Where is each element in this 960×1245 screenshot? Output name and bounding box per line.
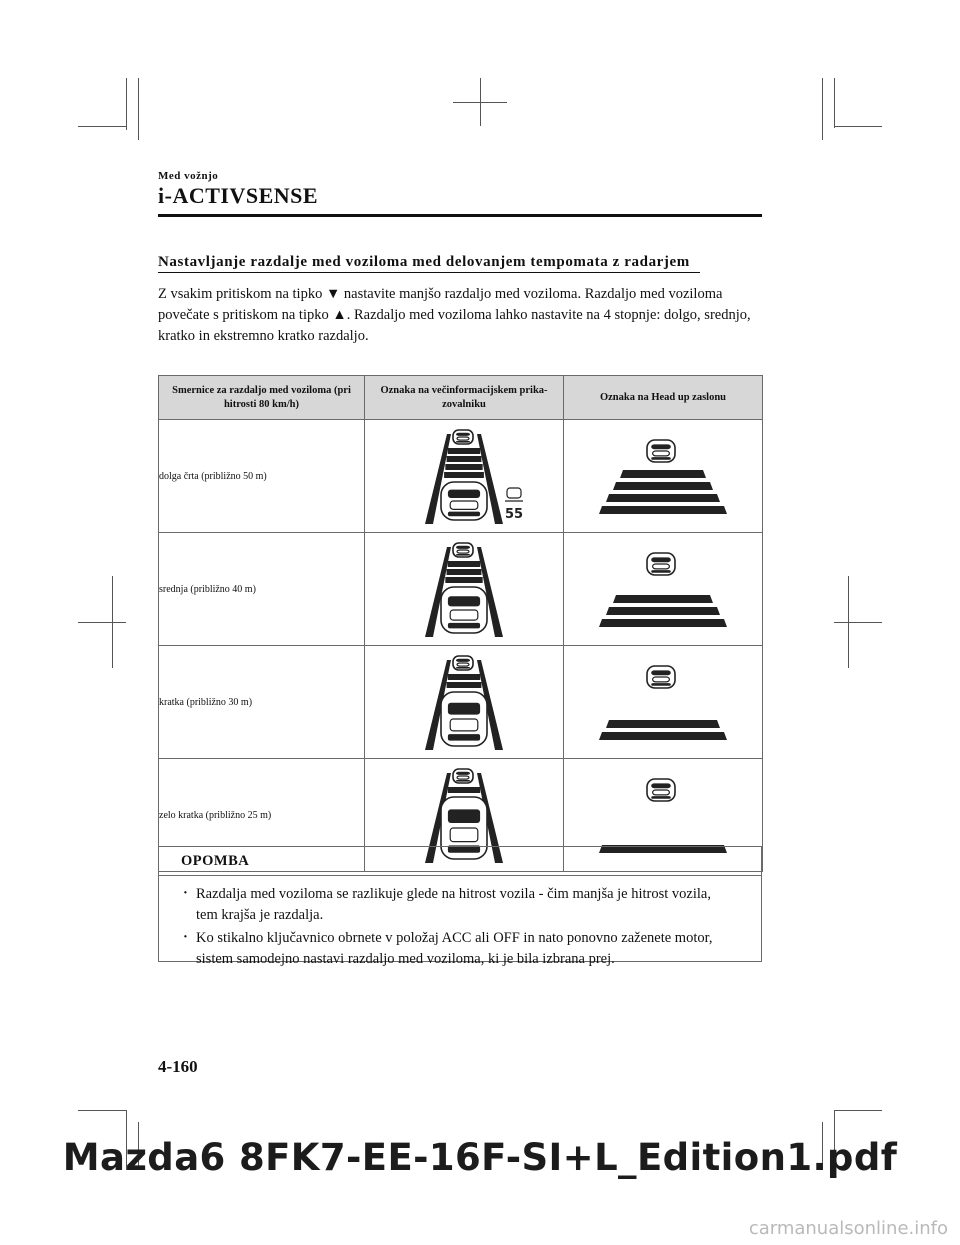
set-speed-value: 55 xyxy=(505,507,524,522)
heading-underline xyxy=(158,272,700,273)
own-car-icon xyxy=(441,692,487,746)
hud-indicator xyxy=(593,775,733,855)
car-ahead-icon xyxy=(453,769,473,783)
multi-display-indicator xyxy=(389,652,539,752)
intro-paragraph: Z vsakim pritiskom na tipko ▼ nastavite manjšo razdaljo med voziloma. Razdaljo med voziloma povečate s pritiskom na tipko ▲. Razdaljo med voziloma lahko nastavite na 4 stopnje: dolgo, srednjo, kratko in ekstremno kratko razdaljo. xyxy=(158,286,751,344)
distance-label: dolga črta (približno 50 m) xyxy=(159,420,365,533)
hud-distance-bar xyxy=(599,732,727,740)
car-ahead-icon xyxy=(453,543,473,557)
section-label: Med vožnjo xyxy=(158,170,219,182)
note-box xyxy=(158,846,762,967)
hud-indicator xyxy=(593,662,733,742)
car-ahead-icon xyxy=(647,553,675,575)
distance-label: kratka (približno 30 m) xyxy=(159,646,365,759)
distance-bar xyxy=(448,674,480,680)
distance-label: srednja (približno 40 m) xyxy=(159,533,365,646)
distance-bar xyxy=(448,448,480,454)
distance-bar xyxy=(448,561,480,567)
car-ahead-icon xyxy=(647,666,675,688)
distance-bar xyxy=(448,787,480,793)
distance-bar xyxy=(447,456,482,462)
distance-bar xyxy=(447,682,482,688)
hud-distance-bar xyxy=(613,595,713,603)
note-item: · Razdalja med voziloma se razlikuje glede na hitrost vozila - čim manjša je hitrost vozila, tem krajša je razdalja. xyxy=(183,884,731,926)
multi-display-indicator xyxy=(389,539,539,639)
note-item: · Ko stikalno ključavnico obrnete v položaj ACC ali OFF in nato ponovno zaženete motor, sistem samodejno nastavi razdaljo med voziloma, ki je bila izbrana prej. xyxy=(183,928,731,970)
column-header-hud: Oznaka na Head up zaslonu xyxy=(564,376,763,420)
hud-distance-bar xyxy=(599,619,727,627)
header-rule xyxy=(158,214,762,217)
radar-cruise-icon xyxy=(505,488,523,501)
table-row xyxy=(159,646,763,759)
car-ahead-icon xyxy=(647,779,675,801)
table-header-row xyxy=(159,376,763,420)
table-row xyxy=(159,533,763,646)
page-title: i-ACTIVSENSE xyxy=(158,183,319,208)
car-ahead-icon xyxy=(453,430,473,444)
car-ahead-icon xyxy=(647,440,675,462)
distance-bar xyxy=(447,569,482,575)
own-car-icon xyxy=(441,482,487,520)
distance-bar xyxy=(444,472,484,478)
page-number: 4-160 xyxy=(158,1057,198,1076)
watermark-filename: Mazda6 8FK7-EE-16F-SI+L_Edition1.pdf xyxy=(62,1136,898,1179)
column-header-display: Oznaka na večinformacijskem prika- zovalniku xyxy=(365,376,564,420)
own-car-icon xyxy=(441,587,487,633)
distance-bar xyxy=(445,464,482,470)
hud-distance-bar xyxy=(606,607,720,615)
distance-table xyxy=(158,375,763,872)
site-watermark: carmanualsonline.info xyxy=(748,1218,948,1239)
hud-distance-bar xyxy=(606,720,720,728)
car-ahead-icon xyxy=(453,656,473,670)
distance-label: zelo kratka (približno 25 m) xyxy=(159,759,365,872)
hud-indicator xyxy=(593,549,733,629)
hud-distance-bar xyxy=(606,494,720,502)
hud-distance-bar xyxy=(613,482,713,490)
column-header-distance: Smernice za razdaljo med voziloma (pri hitrosti 80 km/h) xyxy=(159,376,365,420)
hud-indicator xyxy=(593,436,733,516)
note-title: OPOMBA xyxy=(159,847,761,876)
hud-distance-bar xyxy=(620,470,706,478)
section-heading: Nastavljanje razdalje med voziloma med delovanjem tempomata z radarjem xyxy=(158,254,690,270)
table-row xyxy=(159,420,763,533)
multi-display-indicator xyxy=(389,426,539,526)
hud-distance-bar xyxy=(599,506,727,514)
distance-bar xyxy=(445,577,482,583)
